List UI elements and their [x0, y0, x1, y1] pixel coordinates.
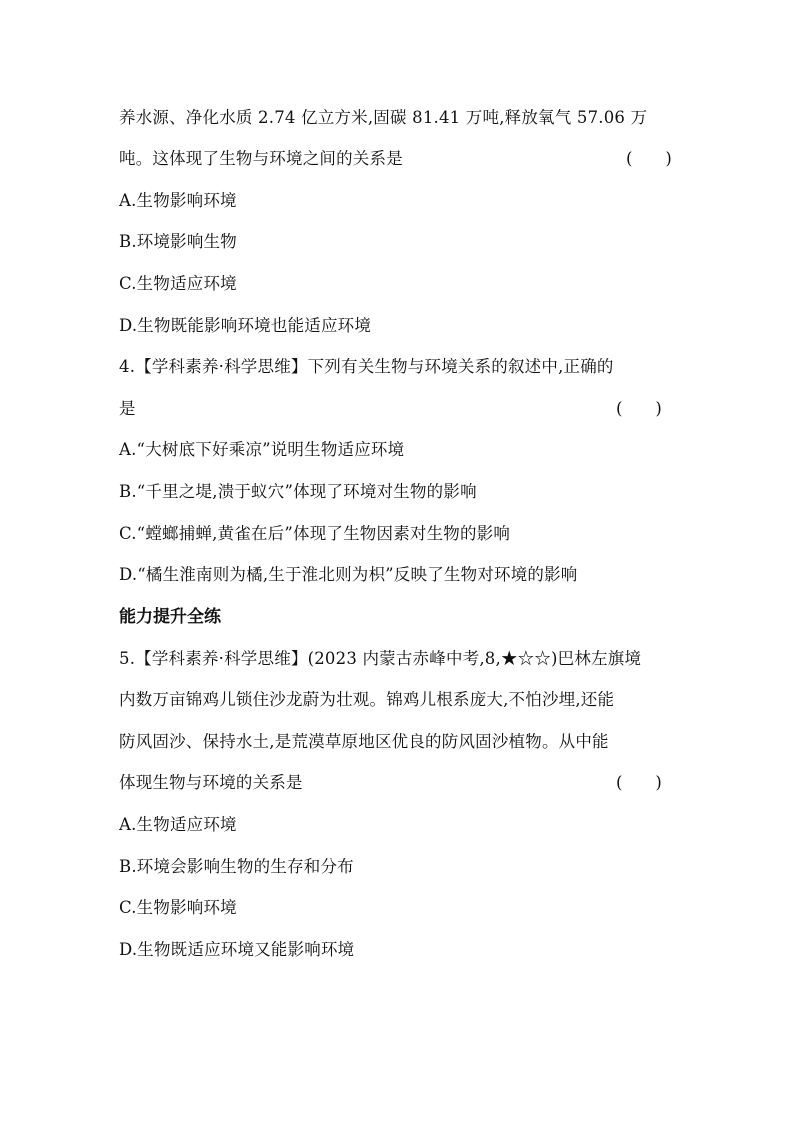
section-title: 能力提升全练 [119, 607, 221, 627]
q5-stem-line-1: 5.【学科素养·科学思维】(2023 内蒙古赤峰中考,8,★☆☆)巴林左旗境 [119, 649, 642, 668]
q5-answer-blank: ( ) [616, 773, 662, 792]
q5-option-a: A.生物适应环境 [119, 815, 237, 834]
q3-option-c: C.生物适应环境 [119, 274, 237, 293]
q5-option-b: B.环境会影响生物的生存和分布 [119, 857, 354, 876]
q5-stem-line-3: 防风固沙、保持水土,是荒漠草原地区优良的防风固沙植物。从中能 [119, 732, 609, 751]
q3-option-b: B.环境影响生物 [119, 232, 237, 251]
q4-answer-blank: ( ) [616, 399, 662, 418]
q4-stem-line-1: 4.【学科素养·科学思维】下列有关生物与环境关系的叙述中,正确的 [119, 357, 614, 376]
q4-option-c: C.“螳螂捕蝉,黄雀在后”体现了生物因素对生物的影响 [119, 524, 511, 543]
q4-option-a: A.“大树底下好乘凉”说明生物适应环境 [119, 440, 405, 459]
q3-stem-line-1: 养水源、净化水质 2.74 亿立方米,固碳 81.41 万吨,释放氧气 57.06 万 [119, 108, 648, 127]
q5-stem-line-4: 体现生物与环境的关系是 [119, 773, 303, 792]
q5-stem-line-2: 内数万亩锦鸡儿锁住沙龙蔚为壮观。锦鸡儿根系庞大,不怕沙埋,还能 [119, 690, 615, 709]
q3-option-d: D.生物既能影响环境也能适应环境 [119, 316, 372, 335]
q5-option-c: C.生物影响环境 [119, 898, 237, 917]
q3-answer-blank: ( ) [626, 149, 672, 168]
q4-stem-line-2: 是 [119, 399, 136, 418]
q3-option-a: A.生物影响环境 [119, 191, 237, 210]
q4-option-d: D.“橘生淮南则为橘,生于淮北则为枳”反映了生物对环境的影响 [119, 565, 578, 584]
q4-option-b: B.“千里之堤,溃于蚁穴”体现了环境对生物的影响 [119, 482, 477, 501]
q3-stem-line-2: 吨。这体现了生物与环境之间的关系是 [119, 149, 403, 168]
q5-option-d: D.生物既适应环境又能影响环境 [119, 940, 355, 959]
